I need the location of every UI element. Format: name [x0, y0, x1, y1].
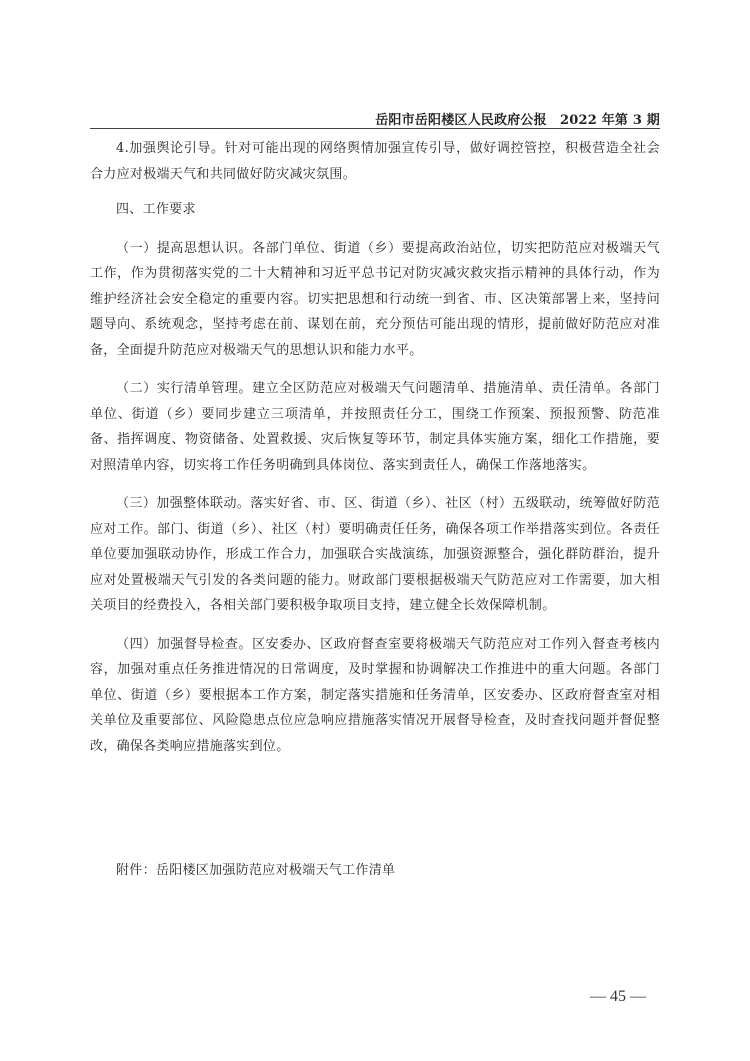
page-number: — 45 —	[590, 988, 646, 1005]
paragraph-item-3: （三）加强整体联动。落实好省、市、区、街道（乡）、社区（村）五级联动，统筹做好防范应对工作。部门、街道（乡）、社区（村）要明确责任任务，确保各项工作举措落实到位。各责任单位要加强联动协作，形成工作合力，加强联合实战演练，加强资源整合，强化群防群治，提升应对处置极端天气引发的各类问题的能力。财政部门要根据极端天气防范应对工作需要，加大相关项目的经费投入，各相关部门要积极争取项目支持，建立健全长效保障机制。	[90, 496, 660, 613]
paragraph-item-2: （二）实行清单管理。建立全区防范应对极端天气问题清单、措施清单、责任清单。各部门单位、街道（乡）要同步建立三项清单，并按照责任分工，围绕工作预案、预报预警、防范准备、指挥调度、物资储备、处置救援、灾后恢复等环节，制定具体实施方案，细化工作措施，要对照清单内容，切实将工作任务明确到具体岗位、落实到责任人，确保工作落地落实。	[90, 381, 660, 473]
attachment-note: 附件：岳阳楼区加强防范应对极端天气工作清单	[116, 863, 396, 878]
paragraph-item-1: （一）提高思想认识。各部门单位、街道（乡）要提高政治站位，切实把防范应对极端天气工作，作为贯彻落实党的二十大精神和习近平总书记对防灾减灾救灾指示精神的具体行动，作为维护经济社会安全稳定的重要内容。切实把思想和行动统一到省、市、区决策部署上来，坚持问题导向、系统观念，坚持考虑在前、谋划在前，充分预估可能出现的情形，提前做好防范应对准备，全面提升防范应对极端天气的思想认识和能力水平。	[90, 240, 660, 358]
paragraph-item-4: （四）加强督导检查。区安委办、区政府督查室要将极端天气防范应对工作列入督查考核内容，加强对重点任务推进情况的日常调度，及时掌握和协调解决工作推进中的重大问题。各部门单位、街道（乡）要根据本工作方案，制定落实措施和任务清单，区安委办、区政府督查室对相关单位及重要部位、风险隐患点位应急响应措施落实情况开展督导检查，及时查找问题并督促整改，确保各类响应措施落实到位。	[90, 636, 660, 754]
page-header	[90, 108, 660, 129]
document-body	[90, 136, 660, 759]
section-heading-work-requirements: 四、工作要求	[116, 202, 196, 217]
paragraph-public-opinion: 4.加强舆论引导。针对可能出现的网络舆情加强宣传引导，做好调控管控，积极营造全社会合力应对极端天气和共同做好防灾减灾氛围。	[90, 141, 660, 182]
header-title: 岳阳市岳阳楼区人民政府公报 2022 年第 3 期	[375, 113, 660, 128]
